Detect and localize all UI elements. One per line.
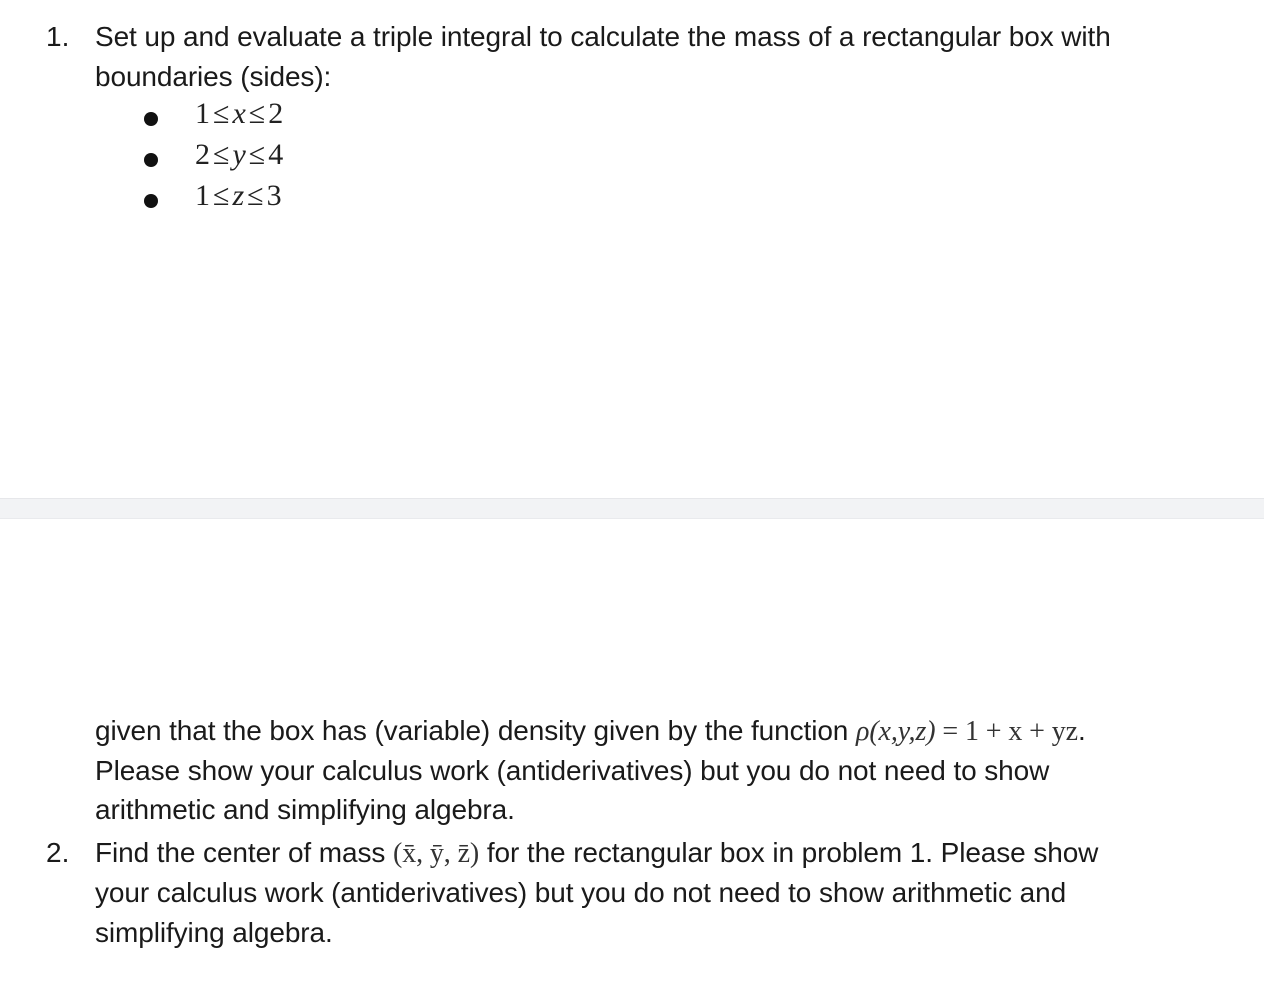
bound-y: 2 ≤ y ≤ 4 bbox=[195, 138, 284, 171]
problem-1-density-line: given that the box has (variable) density given by the function ρ(x,y,z) = 1 + x + yz. bbox=[95, 715, 1086, 747]
page-break bbox=[0, 498, 1264, 519]
problem-2-line-1: Find the center of mass (x̄, ȳ, z̄) for the rectangular box in problem 1. Please show bbox=[95, 837, 1099, 869]
problem-2-line-3: simplifying algebra. bbox=[95, 917, 333, 948]
density-function: ρ(x,y,z) = 1 + x + yz bbox=[855, 716, 1078, 747]
bullet bbox=[144, 112, 158, 126]
problem-1-line-2: boundaries (sides): bbox=[95, 61, 332, 92]
bullet bbox=[144, 153, 158, 167]
bound-z: 1 ≤ z ≤ 3 bbox=[195, 179, 282, 212]
problem-2-line-2: your calculus work (antiderivatives) but you do not need to show arithmetic and bbox=[95, 877, 1067, 908]
bound-x: 1 ≤ x ≤ 2 bbox=[195, 97, 284, 130]
problem-1-line-show-work: Please show your calculus work (antiderivatives) but you do not need to show bbox=[95, 755, 1050, 786]
problem-2-number: 2. bbox=[46, 837, 70, 868]
bullet bbox=[144, 194, 158, 208]
problem-1-line-arithmetic: arithmetic and simplifying algebra. bbox=[95, 794, 515, 825]
problem-1-number: 1. bbox=[46, 21, 70, 52]
center-of-mass-expr: (x̄, ȳ, z̄) bbox=[392, 838, 480, 869]
problem-1-line-1: Set up and evaluate a triple integral to calculate the mass of a rectangular box with bbox=[95, 21, 1111, 52]
